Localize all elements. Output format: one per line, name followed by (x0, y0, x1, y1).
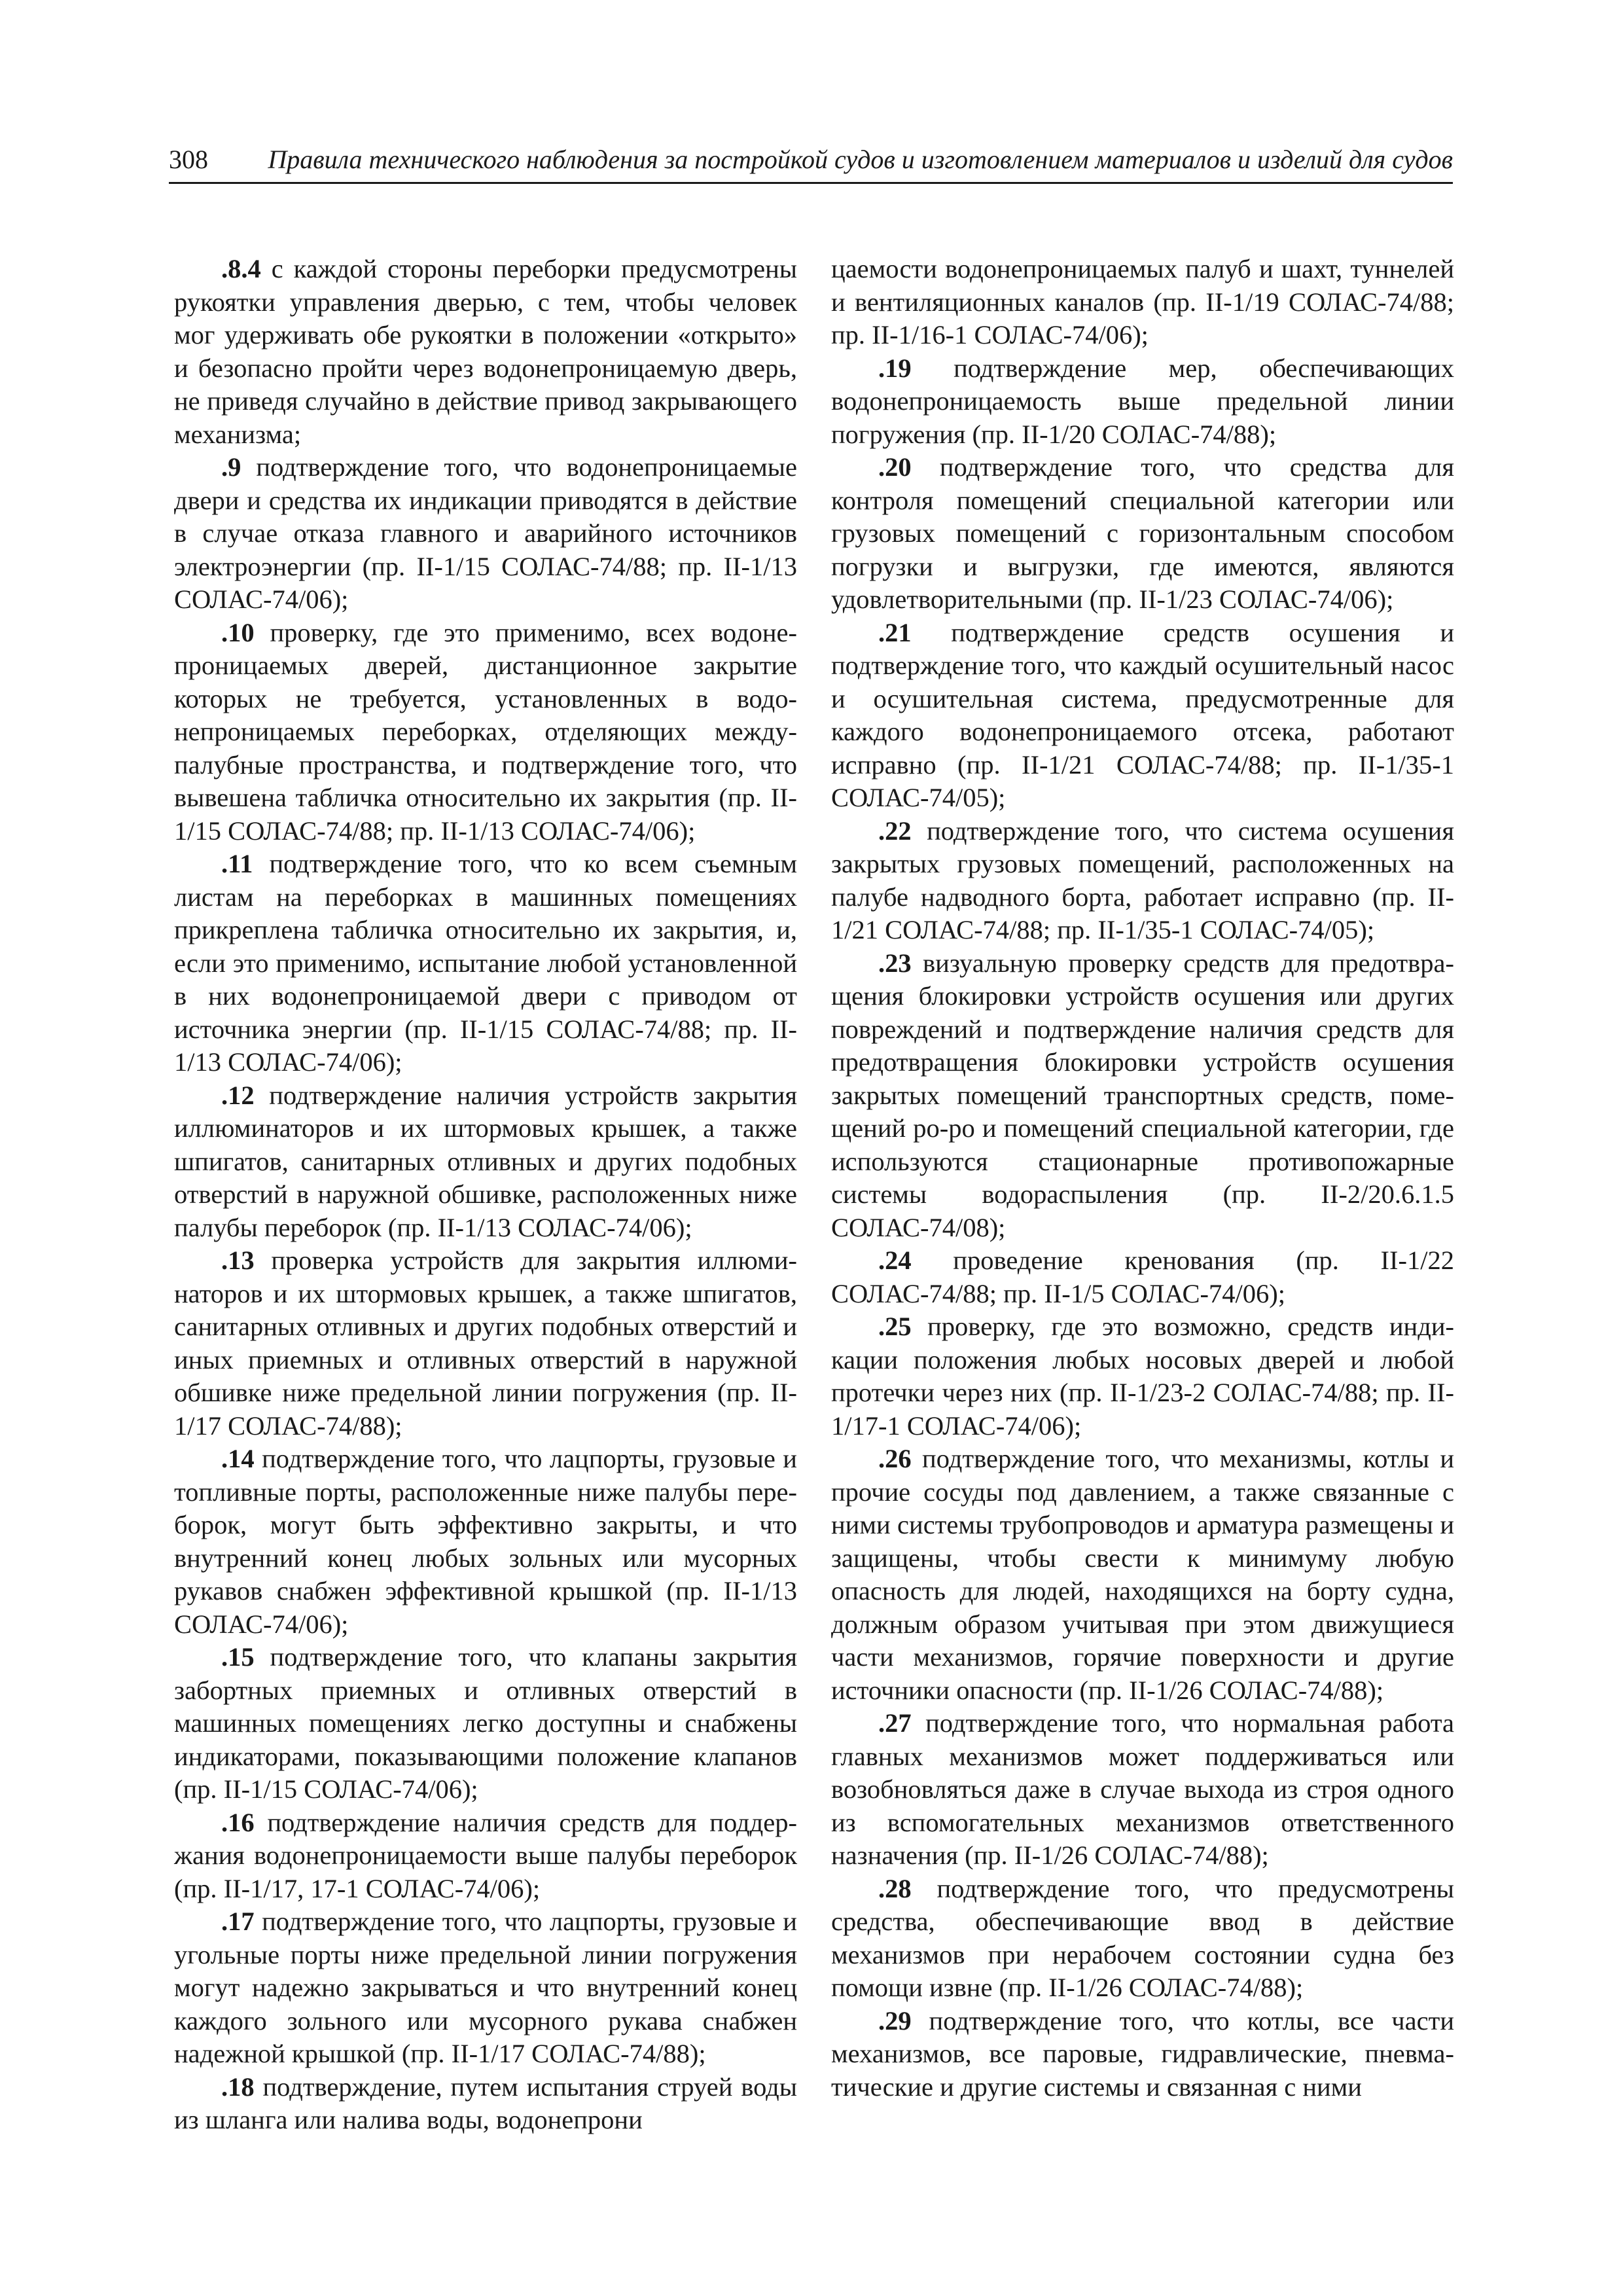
item-number: .16 (221, 1807, 255, 1837)
item-number: .24 (878, 1246, 912, 1275)
paragraph (831, 815, 1454, 947)
item-text: проверку, где это возможно, средств индикации положения любых носовых дверей и любой протечки через них (пр. II-1/23-2 СОЛАС-74/88; пр. II-1/17-1 СОЛАС-74/06); (831, 1312, 1454, 1441)
item-text: подтверждение того, что нормальная работа главных механизмов может поддерживаться или возобновляться даже в случае выхода из строя одного из вспомогательных механизмов ответственного назначения (пр. II-1/26 СОЛАС-74/88); (831, 1708, 1454, 1870)
paragraph (831, 1244, 1454, 1310)
item-number: .12 (221, 1080, 255, 1110)
paragraph (174, 617, 797, 848)
paragraph (174, 1806, 797, 1906)
paragraph (831, 1443, 1454, 1707)
paragraph (174, 1244, 797, 1443)
item-number: .15 (221, 1642, 255, 1672)
item-text: подтверждение того, что ко всем съемным листам на переборках в машинных помещениях прикреплена табличка относительно их закрытия, и, если это применимо, испытание любой установленной в них водонепроницаемой двери с приводом от источника энергии (пр. II-1/15 СОЛАС-74/88; пр. II-1/13 СОЛАС-74/06); (174, 849, 797, 1077)
item-text: подтверждение наличия устройств закрытия иллюминаторов и их штормовых крышек, а также шпигатов, санитарных отливных и других подобных отверстий в наружной обшивке, расположенных ниже палубы переборок (пр. II-1/13 СОЛАС-74/06); (174, 1080, 797, 1242)
item-number: .28 (878, 1873, 912, 1903)
item-number: .25 (878, 1312, 912, 1341)
paragraph (831, 451, 1454, 617)
item-text: проверку, где это применимо, всех водонепроницаемых дверей, дистанционное закрытие которых не требуется, установленных в водонепроницаемых переборках, отделяющих междупалубные пространства, и подтверждение того, что вывешена табличка относительно их закрытия (пр. II-1/15 СОЛАС-74/88; пр. II-1/13 СОЛАС-74/06); (174, 617, 797, 846)
paragraph (831, 352, 1454, 452)
paragraph (174, 451, 797, 617)
page-number: 308 (169, 145, 208, 174)
item-text: проведение кренования (пр. II-1/22 СОЛАС-74/88; пр. II-1/5 СОЛАС-74/06); (831, 1246, 1454, 1308)
paragraph (831, 1310, 1454, 1443)
paragraph (174, 1641, 797, 1806)
item-text: подтверждение того, что лацпорты, грузовые и угольные порты ниже предельной линии погружения могут надежно закрываться и что внутренний конец каждого зольного или мусорного рукава снабжен надежной крышкой (пр. II-1/17 СОЛАС-74/88); (174, 1907, 797, 2068)
item-text: цаемости водонепроницаемых палуб и шахт, туннелей и вентиляционных каналов (пр. II-1/19 СОЛАС-74/88; пр. II-1/16-1 СОЛАС-74/06); (831, 254, 1454, 350)
item-text: подтверждение наличия средств для поддержания водонепроницаемости выше палубы переборок (пр. II-1/17, 17-1 СОЛАС-74/06); (174, 1807, 797, 1903)
item-number: .19 (878, 353, 912, 383)
item-number: .29 (878, 2005, 912, 2036)
item-number: .9 (221, 452, 241, 482)
item-text: проверка устройств для закрытия иллюминаторов и их штормовых крышек, а также шпигатов, санитарных отливных и других подобных отверстий и иных приемных и отливных отверстий в наружной обшивке ниже предельной линии погружения (пр. II-1/17 СОЛАС-74/88); (174, 1246, 797, 1441)
paragraph (174, 253, 797, 451)
item-number: .11 (221, 849, 253, 878)
page-header (169, 143, 1453, 182)
item-number: .26 (878, 1444, 912, 1473)
item-text: подтверждение того, что механизмы, котлы и прочие сосуды под давлением, а также связанные с ними системы трубопроводов и арматура размещены и защищены, чтобы свести к минимуму любую опасность для людей, находящихся на борту судна, должным образом учитывая при этом движущиеся части механизмов, горячие поверхности и другие источники опасности (пр. II-1/26 СОЛАС-74/88); (831, 1444, 1454, 1705)
right-column (831, 253, 1454, 2104)
paragraph (174, 1443, 797, 1641)
item-number: .21 (878, 617, 912, 647)
header-rule (169, 182, 1453, 184)
paragraph (174, 848, 797, 1079)
running-title: Правила технического наблюдения за постройкой судов и изготовлением материалов и изделий для судов (268, 145, 1453, 174)
item-text: подтверждение, путем испытания струей воды из шланга или налива воды, водонепрони (174, 2072, 797, 2134)
item-text: подтверждение того, что средства для контроля помещений специальной категории или грузовых помещений с горизонтальным способом погрузки и выгрузки, где имеются, являются удовлетворительными (пр. II-1/23 СОЛАС-74/06); (831, 452, 1454, 614)
item-number: .8.4 (221, 254, 261, 283)
paragraph (831, 1873, 1454, 2005)
item-text: подтверждение того, что котлы, все части механизмов, все паровые, гидравлические, пневматические и другие системы и связанная с ними (831, 2005, 1454, 2102)
item-text: с каждой стороны переборки предусмотрены рукоятки управления дверью, с тем, чтобы человек мог удерживать обе рукоятки в положении «открыто» и безопасно пройти через водонепроницаемую дверь, не приведя случайно в действие привод закрывающего механизма; (174, 254, 797, 449)
item-number: .27 (878, 1708, 912, 1738)
paragraph (174, 1079, 797, 1245)
item-number: .13 (221, 1246, 255, 1275)
item-number: .17 (221, 1907, 255, 1936)
paragraph (174, 2071, 797, 2137)
item-number: .18 (221, 2072, 255, 2102)
item-text: подтверждение того, что система осушения закрытых грузовых помещений, расположенных на палубе надводного борта, работает исправно (пр. II-1/21 СОЛАС-74/88; пр. II-1/35-1 СОЛАС-74/05); (831, 816, 1454, 944)
item-text: подтверждение того, что предусмотрены средства, обеспечивающие ввод в действие механизмов при нерабочем состоянии судна без помощи извне (пр. II-1/26 СОЛАС-74/88); (831, 1873, 1454, 2002)
item-number: .10 (221, 617, 255, 647)
item-text: подтверждение того, что клапаны закрытия забортных приемных и отливных отверстий в машинных помещениях легко доступны и снабжены индикаторами, показывающими положение клапанов (пр. II-1/15 СОЛАС-74/06); (174, 1642, 797, 1804)
left-column (174, 253, 797, 2137)
item-number: .23 (878, 948, 912, 978)
item-text: визуальную проверку средств для предотвращения блокировки устройств осушения или других повреждений и подтверждение наличия средств для предотвращения блокировки устройств осушения закрытых помещений транспортных средств, помещений ро-ро и помещений специальной категории, где используются стационарные противопожарные системы водораспыления (пр. II-2/20.6.1.5 СОЛАС-74/08); (831, 948, 1454, 1242)
item-text: подтверждение мер, обеспечивающих водонепроницаемость выше предельной линии погружения (пр. II-1/20 СОЛАС-74/88); (831, 353, 1454, 449)
item-text: подтверждение средств осушения и подтверждение того, что каждый осушительный насос и осушительная система, предусмотренные для каждого водонепроницаемого отсека, работают исправно (пр. II-1/21 СОЛАС-74/88; пр. II-1/35-1 СОЛАС-74/05); (831, 617, 1454, 812)
item-number: .20 (878, 452, 912, 482)
item-number: .14 (221, 1444, 255, 1473)
paragraph (831, 253, 1454, 352)
paragraph (174, 1905, 797, 2071)
item-number: .22 (878, 816, 912, 846)
item-text: подтверждение того, что водонепроницаемые двери и средства их индикации приводятся в действие в случае отказа главного и аварийного источников электроэнергии (пр. II-1/15 СОЛАС-74/88; пр. II-1/13 СОЛАС-74/06); (174, 452, 797, 614)
paragraph (831, 947, 1454, 1245)
paragraph (831, 1707, 1454, 1873)
item-text: подтверждение того, что лацпорты, грузовые и топливные порты, расположенные ниже палубы переборок, могут быть эффективно закрыты, и что внутренний конец любых зольных или мусорных рукавов снабжен эффективной крышкой (пр. II-1/13 СОЛАС-74/06); (174, 1444, 797, 1639)
paragraph (831, 2005, 1454, 2104)
paragraph (831, 617, 1454, 815)
